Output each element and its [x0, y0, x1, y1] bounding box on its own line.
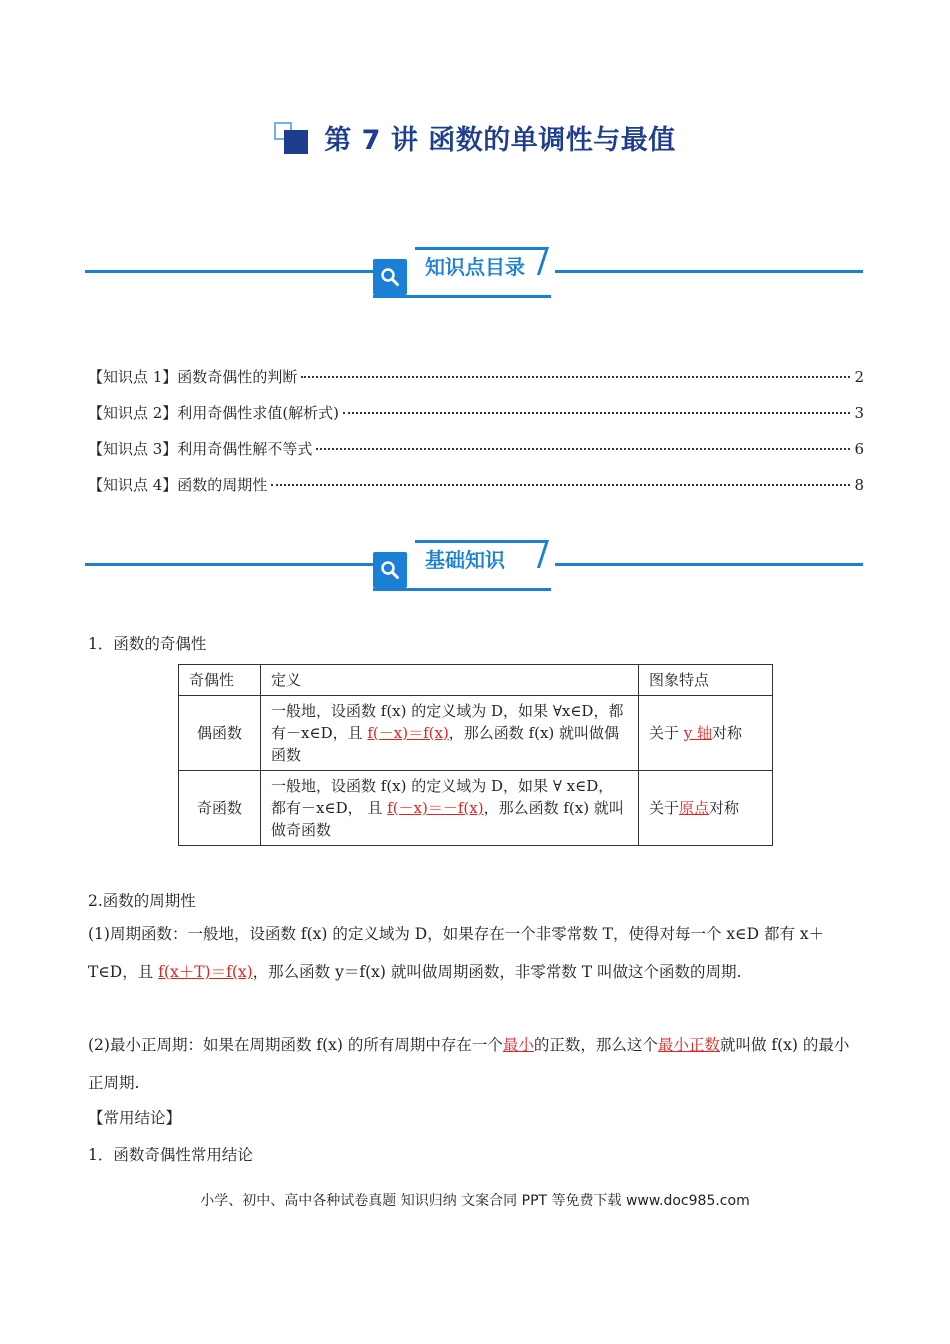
- search-icon: [373, 552, 407, 588]
- page-footer: 小学、初中、高中各种试卷真题 知识归纳 文案合同 PPT 等免费下载 www.doc985.com: [200, 1193, 750, 1209]
- table-header-cell: 定义: [261, 665, 639, 696]
- toc-entry[interactable]: 【知识点 1】函数奇偶性的判断 2: [88, 368, 864, 386]
- page-title: 第 7 讲 函数的单调性与最值: [324, 125, 676, 156]
- highlight-text: f(x＋T)＝f(x): [158, 963, 253, 981]
- toc-entry[interactable]: 【知识点 4】函数的周期性 8: [88, 476, 864, 494]
- basics-section-header: [85, 540, 863, 590]
- toc-leader-dots: [343, 412, 850, 414]
- row-feature-cell: 关于原点对称: [639, 771, 773, 846]
- table-row: [179, 696, 773, 771]
- toc-section-header: [85, 247, 863, 297]
- item1-heading: 1．函数的奇偶性: [88, 635, 207, 653]
- row-name-cell: 偶函数: [179, 696, 261, 771]
- basics-section-title: 基础知识: [425, 548, 505, 572]
- period-definition: (1)周期函数：一般地，设函数 f(x) 的定义域为 D，如果存在一个非零常数 T，使得对每一个 x∈D 都有 x＋T∈D，且 f(x＋T)＝f(x)，那么函数 y＝f(x) 就叫做周期函数，非零常数 T 叫做这个函数的周期.: [88, 925, 825, 981]
- table-header-row: [179, 665, 773, 696]
- toc-leader-dots: [271, 484, 850, 486]
- toc-entry[interactable]: 【知识点 2】利用奇偶性求值(解析式) 3: [88, 404, 864, 422]
- toc-leader-dots: [316, 448, 850, 450]
- toc-leader-dots: [301, 376, 850, 378]
- highlight-text: 最小正数: [657, 1036, 720, 1054]
- toc-section-title: 知识点目录: [425, 255, 525, 279]
- search-icon: [373, 259, 407, 295]
- row-name-cell: 奇函数: [179, 771, 261, 846]
- page-title-block: [0, 118, 950, 158]
- common-item1-heading: 1．函数奇偶性常用结论: [88, 1146, 253, 1164]
- min-period-definition: (2)最小正周期：如果在周期函数 f(x) 的所有周期中存在一个最小的正数，那么这个最小正数就叫做 f(x) 的最小正周期.: [88, 1036, 850, 1092]
- table-header-cell: 奇偶性: [179, 665, 261, 696]
- toc-entry[interactable]: 【知识点 3】利用奇偶性解不等式 6: [88, 440, 864, 458]
- item2-heading: 2.函数的周期性: [88, 892, 196, 910]
- title-squares-icon: [274, 122, 310, 154]
- table-row: [179, 771, 773, 846]
- highlight-text: f(－x)＝－f(x): [387, 799, 484, 817]
- highlight-text: y 轴: [683, 724, 713, 742]
- parity-table: [178, 664, 773, 846]
- highlight-text: 原点: [679, 799, 710, 817]
- common-conclusions-label: 【常用结论】: [88, 1109, 182, 1127]
- table-header-cell: 图象特点: [639, 665, 773, 696]
- highlight-text: f(－x)＝f(x): [367, 724, 449, 742]
- row-definition-cell: 一般地，设函数 f(x) 的定义域为 D，如果 ∀ x∈D， 都有－x∈D， 且 f(－x)＝－f(x)，那么函数 f(x) 就叫做奇函数: [261, 771, 639, 846]
- row-feature-cell: 关于 y 轴对称: [639, 696, 773, 771]
- row-definition-cell: 一般地，设函数 f(x) 的定义域为 D，如果 ∀x∈D，都有－x∈D，且 f(－x)＝f(x)，那么函数 f(x) 就叫做偶函数: [261, 696, 639, 771]
- highlight-text: 最小: [502, 1036, 534, 1054]
